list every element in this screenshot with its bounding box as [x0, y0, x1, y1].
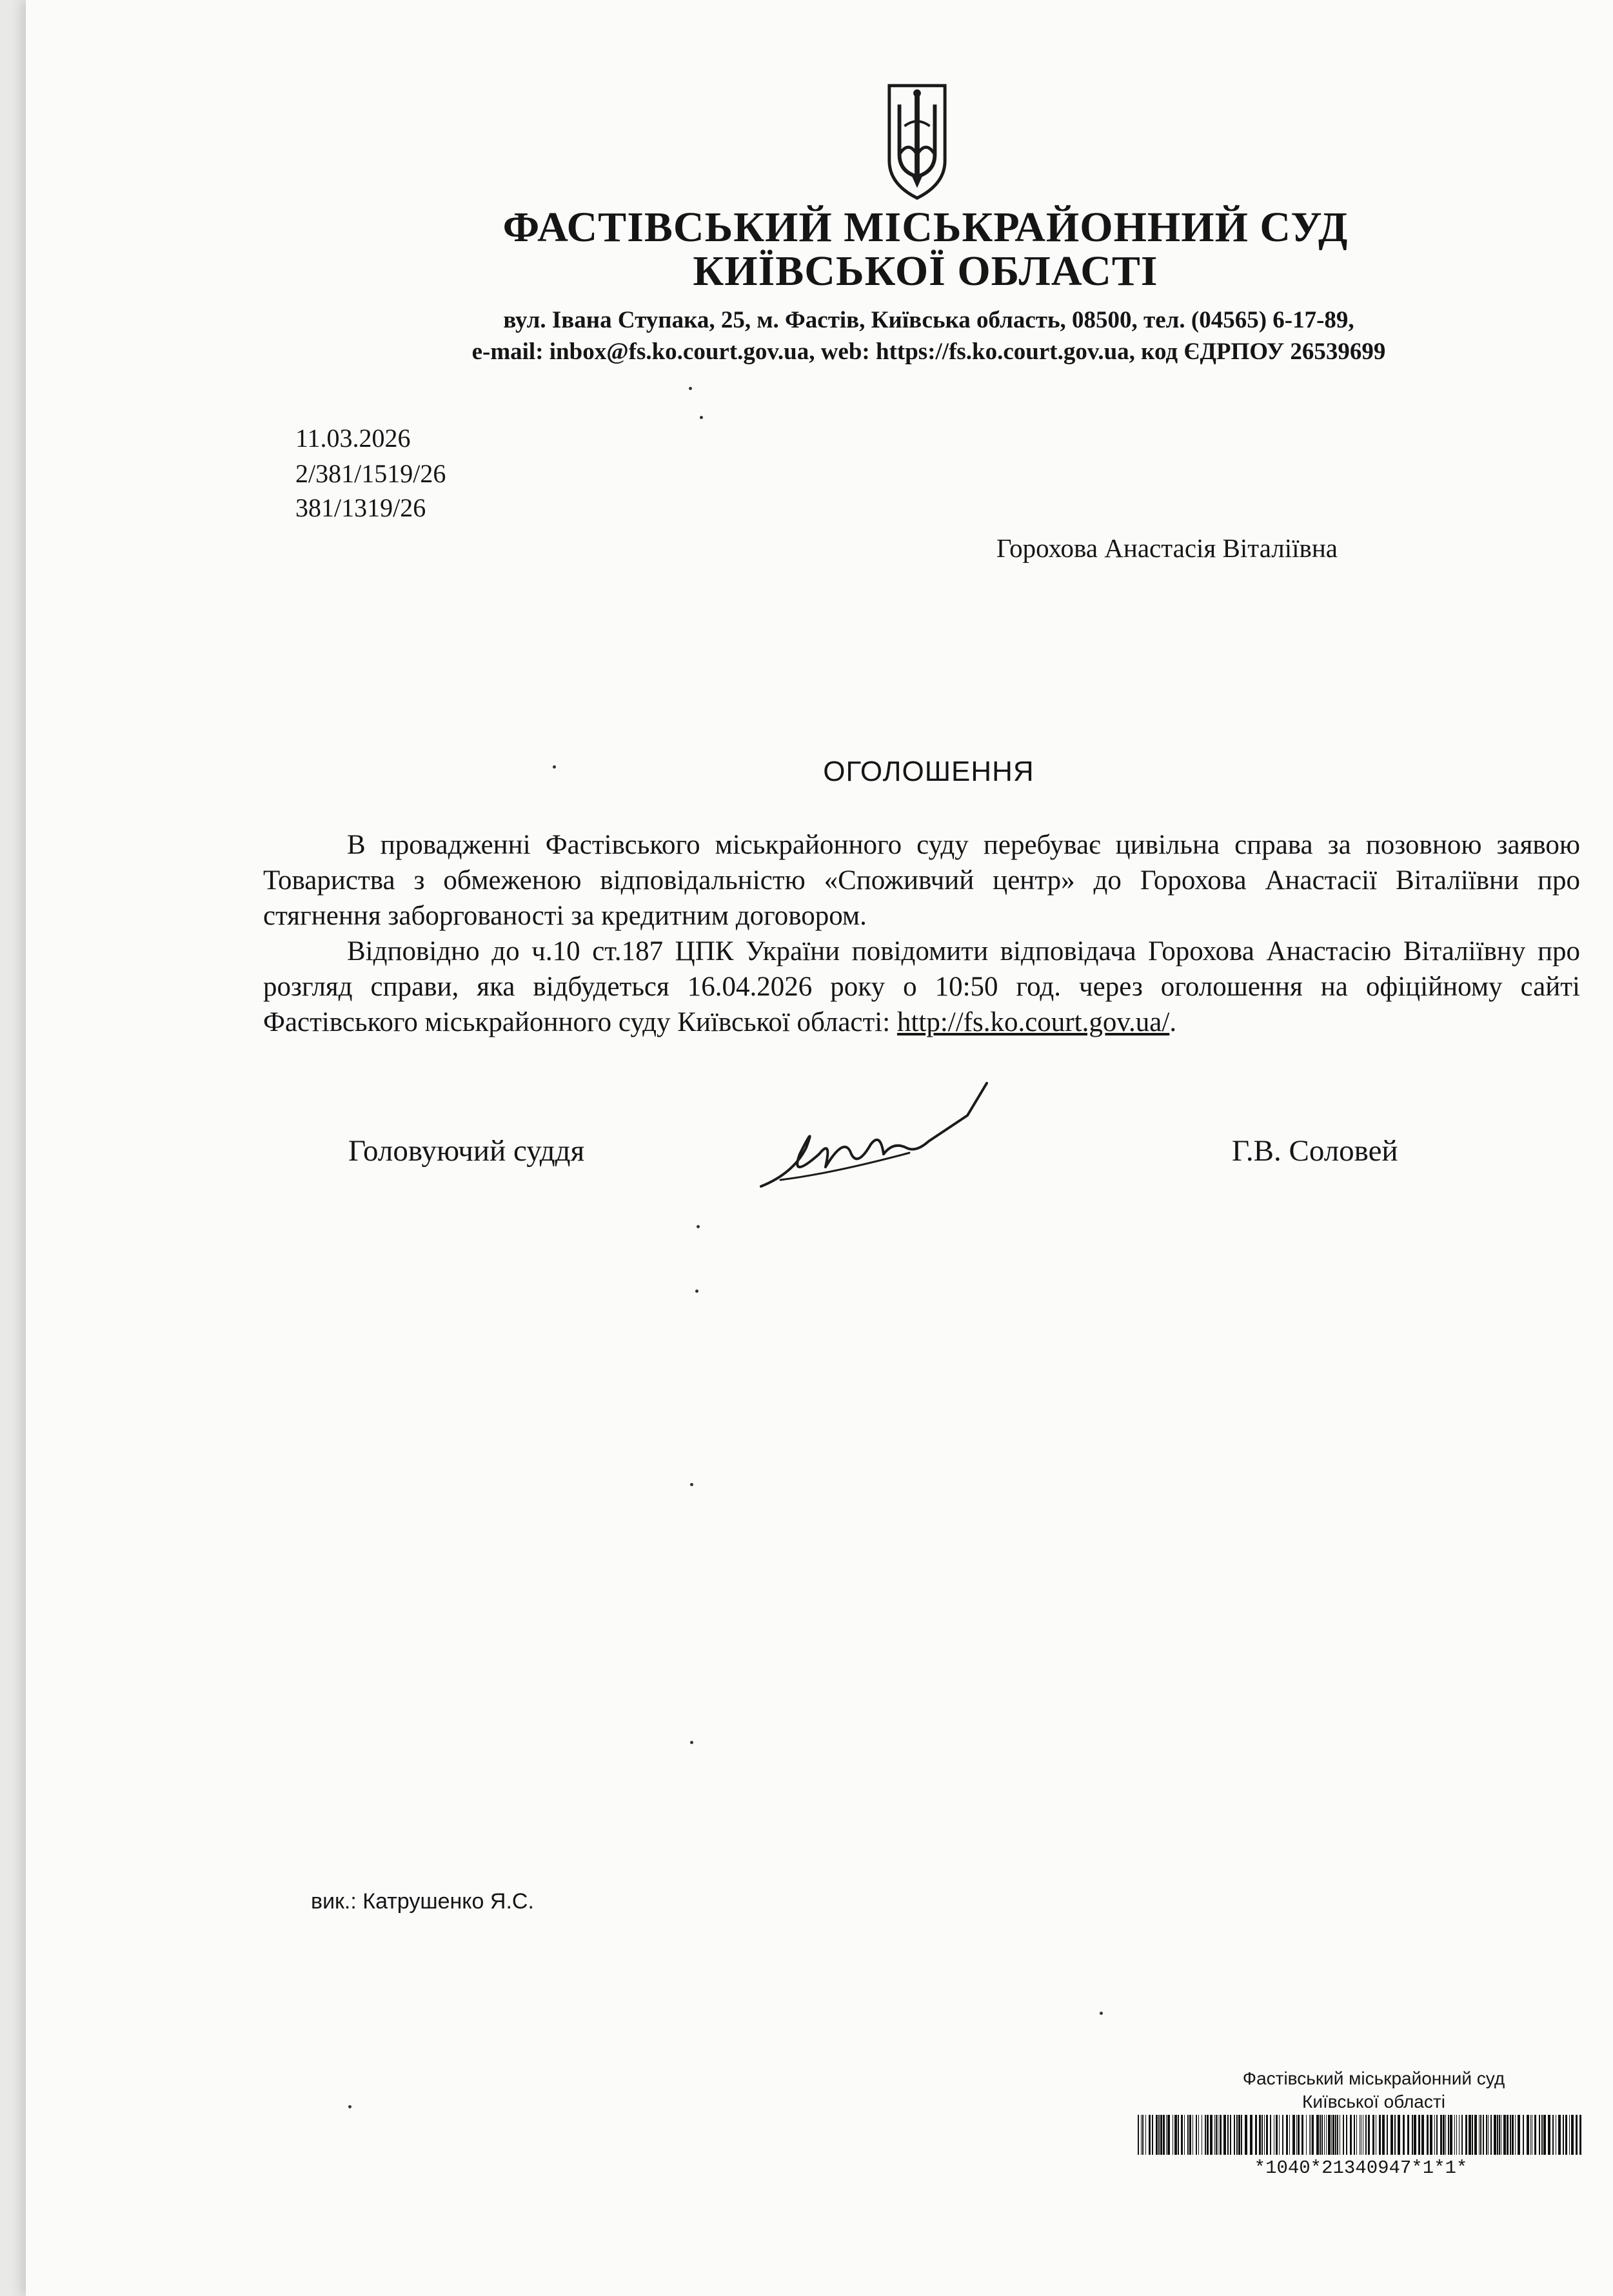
barcode-bar: [1490, 2115, 1492, 2155]
barcode-bar: [1565, 2115, 1567, 2155]
barcode-bar: [1255, 2115, 1257, 2155]
barcode-bar: [1518, 2115, 1520, 2155]
scan-speck: [348, 2105, 351, 2108]
court-address: вул. Івана Ступака, 25, м. Фастів, Київська область, 08500, тел. (04565) 6-17-89,: [503, 307, 1354, 333]
barcode-bar: [1187, 2115, 1189, 2155]
barcode-bar: [1552, 2115, 1554, 2155]
barcode-bar: [1365, 2115, 1367, 2155]
scan-speck: [700, 416, 703, 419]
barcode-bar: [1523, 2115, 1524, 2155]
barcode-bar: [1138, 2115, 1139, 2155]
barcode-bar: [1421, 2115, 1424, 2155]
barcode-bar: [1346, 2115, 1347, 2155]
barcode-bar: [1262, 2115, 1263, 2155]
notice-heading: ОГОЛОШЕННЯ: [823, 756, 1034, 787]
court-website-link[interactable]: http://fs.ko.court.gov.ua/: [896, 1007, 1170, 1037]
barcode-bar: [1512, 2115, 1514, 2155]
trident-coat-of-arms-icon: [886, 81, 949, 203]
barcode-bar: [1569, 2115, 1570, 2155]
barcode-bar: [1414, 2115, 1416, 2155]
barcode-bar: [1306, 2115, 1307, 2155]
barcode-bar: [1579, 2115, 1581, 2155]
barcode-bar: [1576, 2115, 1578, 2155]
barcode-bar: [1142, 2115, 1143, 2155]
barcode-bar: [1398, 2115, 1400, 2155]
barcode-bar: [1350, 2115, 1352, 2155]
barcode-bar: [1301, 2115, 1303, 2155]
barcode-bar: [1427, 2115, 1429, 2155]
stamp-court-region: Київської області: [1302, 2092, 1445, 2112]
barcode-bar: [1141, 2115, 1142, 2155]
barcode-bar: [1158, 2115, 1160, 2155]
barcode-bar: [1328, 2115, 1331, 2155]
barcode-bar: [1335, 2115, 1336, 2155]
notice-paragraph-1: В провадженні Фастівського міськрайонного суду перебуває цивільна справа за позовною заявою Товариства з обмеженою відповідальністю «Споживчий центр» до Горохова Анастасії Віталіївни про стягнення заборгованості за кредитним договором.: [263, 830, 1580, 931]
barcode-bar: [1326, 2115, 1327, 2155]
barcode-bar: [1276, 2115, 1278, 2155]
barcode-bar: [1387, 2115, 1388, 2155]
barcode-bar: [1250, 2115, 1252, 2155]
barcode-bar: [1236, 2115, 1238, 2155]
barcode-bar: [1270, 2115, 1271, 2155]
barcode-bar: [1499, 2115, 1500, 2155]
outgoing-number: 2/381/1519/26: [295, 459, 446, 488]
barcode-bar: [1497, 2115, 1498, 2155]
barcode-bar: [1220, 2115, 1222, 2155]
barcode-bar: [1298, 2115, 1300, 2155]
barcode-bar: [1571, 2115, 1574, 2155]
barcode-bar: [1174, 2115, 1177, 2155]
barcode-bar: [1331, 2115, 1332, 2155]
barcode-bar: [1445, 2115, 1446, 2155]
barcode-bar: [1394, 2115, 1396, 2155]
scan-speck: [1100, 2012, 1103, 2015]
barcode-bar: [1541, 2115, 1543, 2155]
judge-signature: [755, 1077, 1013, 1199]
barcode-bar: [1454, 2115, 1455, 2155]
barcode-bar: [1488, 2115, 1489, 2155]
notice-paragraph-2: [263, 934, 1580, 1040]
barcode-bar: [1163, 2115, 1165, 2155]
barcode-bar: [1379, 2115, 1381, 2155]
barcode-bar: [1320, 2115, 1321, 2155]
court-contacts: e-mail: inbox@fs.ko.court.gov.ua, web: https://fs.ko.court.gov.ua, код ЄДРПОУ 26539699: [471, 339, 1386, 365]
barcode-bar: [1486, 2115, 1487, 2155]
barcode-bar: [1286, 2115, 1288, 2155]
scan-speck: [553, 765, 556, 769]
barcode-bar: [1543, 2115, 1546, 2155]
barcode-bar: [1324, 2115, 1325, 2155]
barcode-bar: [1507, 2115, 1509, 2155]
barcode-bar: [1178, 2115, 1179, 2155]
stamp-court-name: Фастівський міськрайонний суд: [1242, 2068, 1505, 2088]
barcode-bar: [1465, 2115, 1467, 2155]
barcode-bar: [1264, 2115, 1265, 2155]
barcode-bar: [1448, 2115, 1449, 2155]
barcode-bar: [1282, 2115, 1283, 2155]
barcode-bar: [1403, 2115, 1405, 2155]
barcode-bar: [1296, 2115, 1297, 2155]
barcode-bar: [1316, 2115, 1319, 2155]
barcode-bar: [1223, 2115, 1226, 2155]
barcode-bar: [1289, 2115, 1290, 2155]
barcode-bar: [1412, 2115, 1413, 2155]
case-number: 381/1319/26: [295, 493, 426, 522]
letter-date: 11.03.2026: [295, 424, 411, 453]
barcode-bar: [1343, 2115, 1344, 2155]
barcode-bar: [1156, 2115, 1158, 2155]
barcode-bar: [1238, 2115, 1240, 2155]
barcode-bar: [1440, 2115, 1442, 2155]
barcode-bar: [1332, 2115, 1334, 2155]
barcode-bar: [1181, 2115, 1183, 2155]
barcode-bar: [1279, 2115, 1280, 2155]
paragraph-end: .: [1169, 1007, 1177, 1037]
barcode-bar: [1192, 2115, 1193, 2155]
scan-speck: [695, 1290, 698, 1293]
registry-stamp: [1212, 2067, 1535, 2114]
barcode-bar: [1205, 2115, 1206, 2155]
barcode-bar: [1548, 2115, 1550, 2155]
notice-body: [263, 827, 1580, 1040]
barcode-bar: [1515, 2115, 1516, 2155]
barcode-bar: [1216, 2115, 1217, 2155]
barcode-bar: [1356, 2115, 1357, 2155]
barcode-bar: [1167, 2115, 1170, 2155]
barcode-bar: [1368, 2115, 1370, 2155]
barcode-bar: [1436, 2115, 1438, 2155]
barcode-bar: [1443, 2115, 1445, 2155]
executor-note: вик.: Катрушенко Я.С.: [311, 1889, 534, 1914]
barcode-bar: [1558, 2115, 1561, 2155]
barcode-bar: [1434, 2115, 1435, 2155]
barcode-bar: [1230, 2115, 1231, 2155]
barcode-bar: [1450, 2115, 1452, 2155]
scan-speck: [690, 1741, 693, 1744]
barcode-bar: [1166, 2115, 1167, 2155]
barcode-bar: [1184, 2115, 1185, 2155]
barcode-bar: [1469, 2115, 1471, 2155]
barcode-bar: [1292, 2115, 1295, 2155]
scan-speck: [689, 387, 692, 390]
barcode-bar: [1337, 2115, 1338, 2155]
barcode-bar: [1459, 2115, 1460, 2155]
barcode-bar: [1321, 2115, 1323, 2155]
barcode-bar: [1259, 2115, 1261, 2155]
barcode-bar: [1245, 2115, 1247, 2155]
barcode-bar: [1234, 2115, 1235, 2155]
barcode-bar: [1503, 2115, 1506, 2155]
court-name-line-1: ФАСТІВСЬКИЙ МІСЬКРАЙОННИЙ СУД: [502, 204, 1349, 251]
barcode-bar: [1309, 2115, 1310, 2155]
barcode-bar: [1210, 2115, 1212, 2155]
barcode-bar: [1418, 2115, 1420, 2155]
barcode-number: *1040*21340947*1*1*: [1254, 2157, 1468, 2179]
barcode-bar: [1563, 2115, 1564, 2155]
barcode-bar: [1430, 2115, 1432, 2155]
barcode-bar: [1207, 2115, 1209, 2155]
barcode-bar: [1480, 2115, 1481, 2155]
barcode-bar: [1152, 2115, 1153, 2155]
barcode-bar: [1312, 2115, 1314, 2155]
barcode-bar: [1382, 2115, 1385, 2155]
barcode-bar: [1241, 2115, 1242, 2155]
court-name-line-2: КИЇВСЬКОЇ ОБЛАСТІ: [693, 248, 1158, 295]
barcode-bar: [1354, 2115, 1355, 2155]
barcode-bar: [1196, 2115, 1197, 2155]
barcode-bar: [1527, 2115, 1529, 2155]
barcode-bar: [1149, 2115, 1151, 2155]
notice-paragraph-2-text: Відповідно до ч.10 ст.187 ЦПК України повідомити відповідача Горохова Анастасію Віталіївну про розгляд справи, яка відбудеться 16.04.2026 року о 10:50 год. через оголошення на офіційному сайті Фастівського міськрайонного суду Київської області:: [263, 936, 1580, 1037]
barcode-bar: [1214, 2115, 1215, 2155]
judge-name: Г.В. Соловей: [1232, 1134, 1398, 1168]
barcode-bar: [1390, 2115, 1393, 2155]
barcode-bar: [1494, 2115, 1496, 2155]
barcode-bar: [1189, 2115, 1191, 2155]
barcode-bar: [1510, 2115, 1511, 2155]
barcode-bar: [1539, 2115, 1540, 2155]
barcode-bar: [1530, 2115, 1531, 2155]
barcode-bar: [1461, 2115, 1463, 2155]
barcode-bar: [1534, 2115, 1536, 2155]
barcode-bar: [1483, 2115, 1484, 2155]
barcode-bar: [1160, 2115, 1162, 2155]
barcode-bar: [1198, 2115, 1199, 2155]
barcode-bar: [1456, 2115, 1457, 2155]
barcode-bar: [1407, 2115, 1409, 2155]
barcode-bar: [1145, 2115, 1146, 2155]
scan-speck: [690, 1483, 693, 1486]
barcode-bar: [1227, 2115, 1229, 2155]
letter-page: [26, 0, 1613, 2296]
barcode-bar: [1472, 2115, 1473, 2155]
barcode: [1135, 2115, 1587, 2155]
addressee: Горохова Анастасія Віталіївна: [996, 533, 1338, 563]
barcode-bar: [1266, 2115, 1268, 2155]
judge-role: Головуючий суддя: [348, 1134, 585, 1168]
barcode-bar: [1474, 2115, 1477, 2155]
scan-speck: [697, 1225, 700, 1228]
barcode-bar: [1372, 2115, 1374, 2155]
